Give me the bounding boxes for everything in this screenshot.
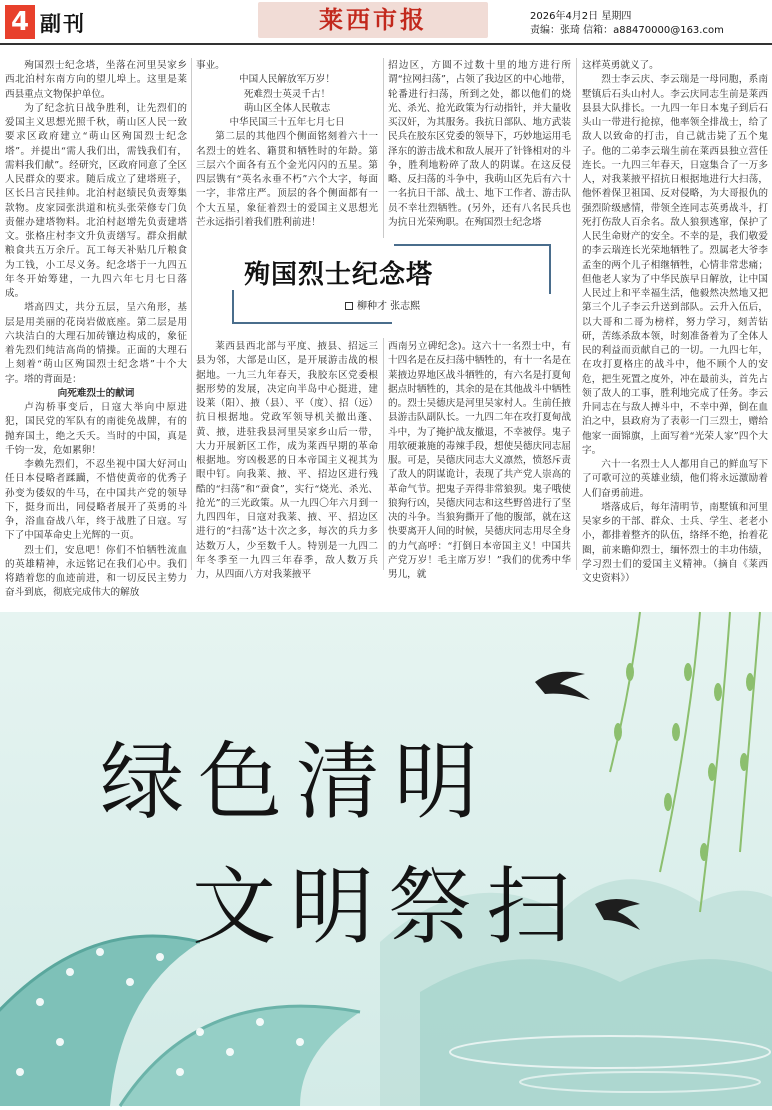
paragraph: 这样英勇就义了。 xyxy=(582,60,659,71)
mountain-shape xyxy=(420,959,772,1106)
paragraph: 西南另立碑纪念)。这六十一名烈士中，有十四名是在反扫荡中牺牲的，有十一名是在莱掖边界地区战斗牺牲的，有六名是打夏甸据点时牺牲的，其余的是在其他战斗中牺牲的。烈士吴德庆是河里吴家村人。生前任掖县游击队副队长。一九四二年在攻打夏甸战斗中，为了掩护战友撤退，不幸被俘。鬼子用软硬兼施的毒辣手段，想使吴德庆同志屈服。可是，吴德庆同志大义凛然，愤怒斥责了敌人的阴谋诡计，表现了共产党人崇高的革命气节。把鬼子弄得非常狼狈。鬼子哦使狼狗行凶，吴德庆同志和这些野兽进行了坚决的斗争。当狼狗撕开了他的腹部，就在这快要离开人间的时候，吴德庆同志用尽全身的力气高呼：“打倒日本帝国主义！中国共产党万岁！毛主席万岁！”我们的优秀中华男儿，就 xyxy=(388,341,571,580)
column-separator xyxy=(383,338,384,570)
masthead-logo: 莱西市报 xyxy=(319,5,427,34)
byline xyxy=(345,297,420,312)
byline-authors: 柳种才 张志熙 xyxy=(357,301,421,312)
slogan-line: 萌山区全体人民敬志 xyxy=(243,102,331,114)
slogan-line: 中国人民解放军万岁！ xyxy=(239,74,335,86)
paragraph: 塔落成后，每年清明节，南墅镇和河里吴家乡的干部、群众、士兵、学生、老老小小，都排着整齐的队伍，络绎不绝，抬着花圈，前来瞻仰烈士，缅怀烈士的丰功伟绩，学习烈士们的爱国主义精神。（摘自《莱西文史资料》） xyxy=(582,501,768,584)
dedication-title: 向死难烈士的献词 xyxy=(57,387,135,399)
article-column-3 xyxy=(388,59,571,239)
paragraph: 烈士李云庆、李云瑞是一母同胞，系南墅镇后石头山村人。李云庆同志生前是莱西县县大队排长。一九四一年日本鬼子到后石头山一带进行抢掠，他率领全排战士，给了敌人以致命的打击，自己就击毙了五个鬼子。他的二弟李云瑞生前在莱西县独立营任连长。一九四三年春天，日寇集合了一万多人，对我莱掖平招抗日根据地进行大扫荡，他怀着保卫祖国、反对侵略，为大哥报仇的强烈阶级感情，带领全连同志英勇战斗，打死打伤敌人百余名。敌人狼狈逃窜，保护了人民生命财产的安全。不幸的是，我们敬爱的李云瑞连长光荣地牺牲了。烈属老大爷李孟奎的两个儿子相继牺牲，心情非常悲痛；但他老人家为了中华民族早日解放，让中国人民过上和平幸福生活，他毅然决然地又把第三个儿子李云升送到部队。云升入伍后，以大哥和二哥为榜样，努力学习，刻苦钻研，苦练杀敌本领，时刻准备着为了全体人民的利益而贡献自己的一切。一九四七年，在攻打夏格庄的战斗中，他不顾个人的安危，把生死置之度外，冲在最前头，首先占领了敌人的工事，胜利地完成了任务。李云升同志在与敌人搏斗中，不幸中弹，倒在血泊之中，县政府为了表彰一门三烈士，赠给他家一面锦旗，上面写着“光荣人家”四个大字。 xyxy=(582,74,768,456)
issue-date: 2026年4月2日 星期四 xyxy=(530,11,632,22)
article-column-6 xyxy=(388,340,571,580)
slogan-line: 中华民国三十五年七月七日 xyxy=(229,117,345,128)
page-number-badge: 4 xyxy=(5,5,35,39)
banner-slogan-line-1: 绿色清明 xyxy=(100,733,493,831)
column-separator xyxy=(191,58,192,570)
byline-marker-icon xyxy=(345,302,353,310)
title-frame xyxy=(549,244,551,294)
paragraph: 事业。 xyxy=(196,60,225,71)
paragraph: 为了纪念抗日战争胜利，让先烈们的爱国主义思想光照千秋，萌山区人民一致要求区政府建立“萌山区殉国烈士纪念塔”。并提出“需人我们出，需钱我们有，需料我们献”。经研究，区政府同意了全区人民群众的要求。随后成立了建塔班子，区长吕言民挂帅。北泊村赵绩民负责筹集款物。皮家园张洪道和杭头张荣修专门负责催办建塔物料。北泊村赵增先负责建塔文。张格庄村李文升负责缮写。群众捐献粮食共五万余斤。瓦工每天补贴几斤粮食为工钱，小工尽义务。纪念塔于一九四五年冬开始筹建，一九四六年七月七日落成。 xyxy=(5,102,187,299)
article-column-2 xyxy=(196,59,378,239)
slogan-line: 死难烈士英灵千古！ xyxy=(243,88,331,100)
column-separator xyxy=(383,58,384,238)
dedication-paragraph: 李赖先烈们，不忍坐视中国大好河山任日本侵略者蹂躏，不惜使黄帝的优秀子孙变为倭奴的牛马，在中国共产党的领导下，挺身而出，同侵略者展开了英勇的斗争，浴血奋战八年，终于战胜了日寇。写下了中国革命史上光辉的一页。 xyxy=(5,459,187,542)
article-column-1 xyxy=(5,59,187,599)
article-title: 殉国烈士纪念塔 xyxy=(244,260,434,290)
paragraph: 第二层的其他四个侧面铭刻着六十一名烈士的姓名、籍贯和牺牲时的年龄。第三层六个面各有五个金光闪闪的五星。第四层镌有“英名永垂不朽”六个大字，每面一字，非常庄严。顶层的各个侧面都有一个大五星，象征着烈士的爱国主义思想光芒永远指引着我们胜利前进！ xyxy=(196,131,378,228)
paragraph: 六十一名烈士人人都用自己的鲜血写下了可歌可泣的英雄业绩，他们将永远激励着人们奋勇前进。 xyxy=(582,459,768,499)
dedication-paragraph: 卢沟桥事变后，日寇大举向中原进犯，国民党的军队有的南徙免战牌，有的抛弃国土，绝之夭夭。当时的中国，真是千钧一发，危如累卵！ xyxy=(5,402,187,456)
paragraph: 塔高四丈，共分五层，呈六角形，基层是用美丽的花岗岩做底座。第二层是用六块洁白的大理石加砖镶边构成的，象征着先烈们纯洁高尚的情操。正面的大理石上刻着“萌山区殉国烈士纪念塔”十个大字。塔的背面是： xyxy=(5,302,187,385)
paragraph: 招边区，方圆不过数十里的地方进行所谓“拉网扫荡”，占领了我边区的中心地带，轮番进行扫荡，所到之处，都以他们的烧光、杀光、抢光政策为行动指针，并大量收买汉奸，为其服务。我抗日部队、地方武装民兵在胶东区党委的领导下，巧妙地运用毛泽东的游击战术和敌人展开了针锋相对的斗争，胜利地粉碎了敌人的阴谋。在这反侵略、反扫荡的斗争中，我萌山区先后有六十一名抗日干部、战士、地下工作者、游击队员不幸壮烈牺牲。(另外，还有八名民兵也为抗日光荣殉职。在殉国烈士纪念塔 xyxy=(388,60,571,228)
paragraph: 殉国烈士纪念塔，坐落在河里吴家乡西北泊村东南方向的望儿埠上。这里是莱西县重点文物保护单位。 xyxy=(5,60,187,100)
title-frame xyxy=(394,244,551,246)
column-separator xyxy=(576,58,577,570)
article-column-4 xyxy=(582,59,768,584)
title-frame xyxy=(232,290,234,324)
section-name: 副刊 xyxy=(40,12,86,36)
article-column-5 xyxy=(196,340,378,580)
editor-info: 责编：张琦 信箱：a88470000@163.com xyxy=(530,25,724,36)
paragraph: 莱西县西北部与平度、掖县、招远三县为邻，大部是山区，是开展游击战的根据地。一九三九年春天，我胶东区党委根据形势的发展，决定向半岛中心挺进，建设莱（阳）、掖（县）、平（度）、招（远）抗日根据地。党政军领导机关撤出蓬、黄、掖，进驻我县河里吴家乡山后一带，大力开展新区工作，成为莱西早期的革命根据地。穷凶极恶的日本帝国主义视其为眼中钉。向我莱、掖、平、招边区进行残酷的“扫荡”和“蚕食”，实行“烧光、杀光、抢光”的三光政策。从一九四〇年六月到一九四四年，日寇对我莱、掖、平、招边区进行的“扫荡”达十次之多，每次的兵力多达数万人，少至数千人。特别是一九四二年冬季至一九四三年春季，敌人数万兵力，从四面八方对我莱掖平 xyxy=(196,341,378,580)
banner-slogan-line-2: 文明祭扫 xyxy=(192,858,585,956)
dedication-paragraph: 烈士们，安息吧！你们不怕牺牲流血的英雄精神，永远铭记在我们心中。我们将踏着您的血迹前进，和一切反民主势力奋斗到底，彻底完成伟大的解放 xyxy=(5,544,187,599)
header-divider xyxy=(0,43,772,45)
page-header xyxy=(0,0,772,46)
title-frame xyxy=(232,322,392,324)
